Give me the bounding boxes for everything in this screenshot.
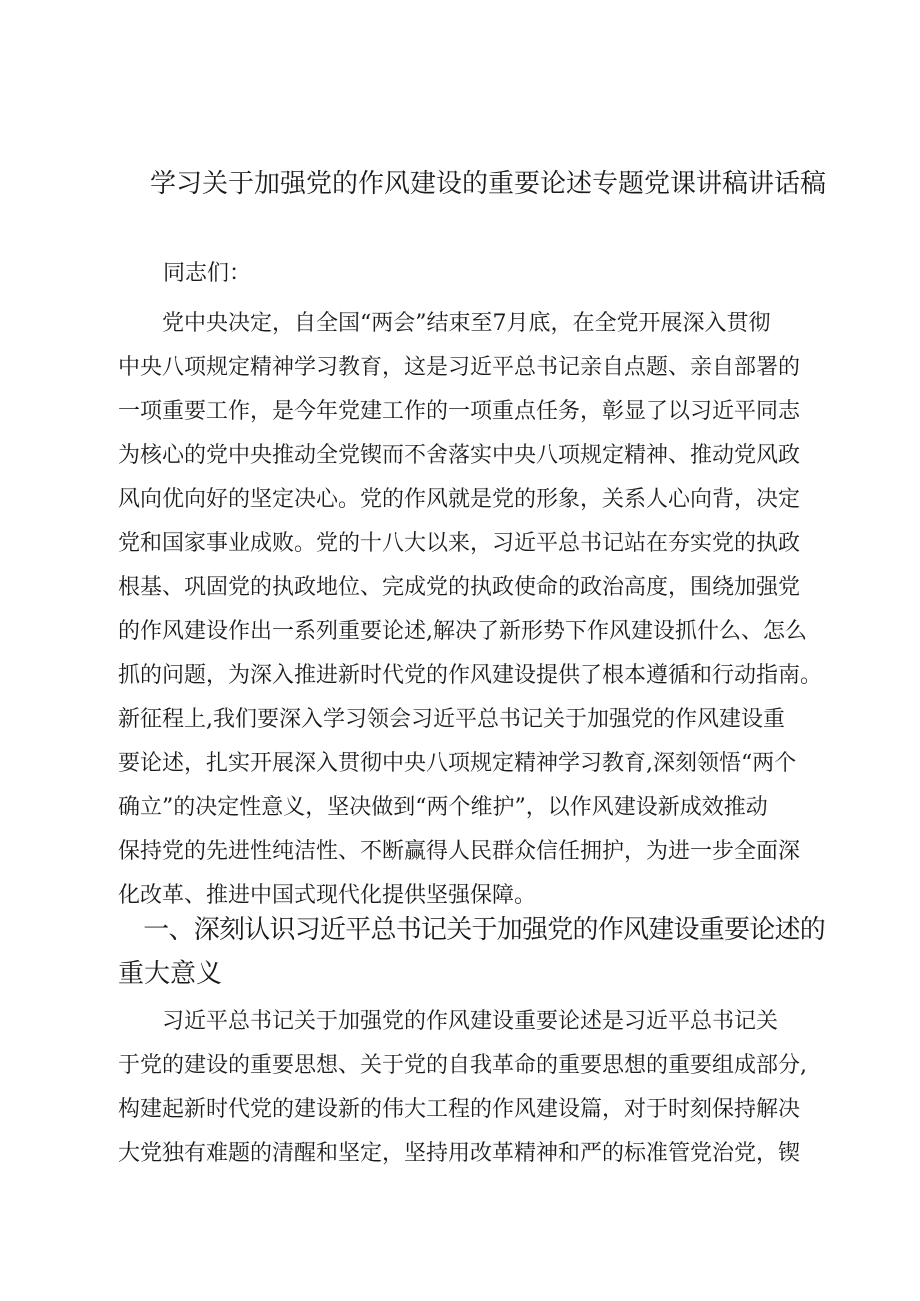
paragraph-line: 新征程上,我们要深入学习领会习近平总书记关于加强党的作风建设重 bbox=[118, 707, 785, 732]
paragraph-line: 风向优向好的坚定决心。党的作风就是党的形象，关系人心向背，决定 bbox=[118, 487, 801, 512]
paragraph-line: 习近平总书记关于加强党的作风建设重要论述是习近平总书记关 bbox=[118, 1009, 779, 1034]
paragraph-line: 一项重要工作，是今年党建工作的一项重点任务，彰显了以习近平同志 bbox=[118, 399, 801, 424]
paragraph-intro bbox=[118, 302, 830, 918]
heading-line: 重大意义 bbox=[118, 959, 223, 989]
paragraph-line: 根基、巩固党的执政地位、完成党的执政使命的政治高度，围绕加强党 bbox=[118, 575, 801, 600]
paragraph-line: 化改革、推进中国式现代化提供坚强保障。 bbox=[118, 883, 537, 908]
paragraph-line: 中央八项规定精神学习教育，这是习近平总书记亲自点题、亲自部署的 bbox=[118, 355, 801, 380]
paragraph-line: 为核心的党中央推动全党锲而不舍落实中央八项规定精神、推动党风政 bbox=[118, 443, 801, 468]
paragraph-section-1 bbox=[118, 1000, 830, 1176]
salutation: 同志们： bbox=[163, 261, 252, 286]
paragraph-line: 党和国家事业成败。党的十八大以来，习近平总书记站在夯实党的执政 bbox=[118, 531, 801, 556]
paragraph-line: 构建起新时代党的建设新的伟大工程的作风建设篇，对于时刻保持解决 bbox=[118, 1097, 801, 1122]
section-heading-1 bbox=[118, 908, 830, 996]
paragraph-line: 要论述，扎实开展深入贯彻中央八项规定精神学习教育,深刻领悟“两个 bbox=[118, 751, 797, 776]
paragraph-line: 于党的建设的重要思想、关于党的自我革命的重要思想的重要组成部分, bbox=[118, 1053, 807, 1078]
paragraph-line: 的作风建设作出一系列重要论述,解决了新形势下作风建设抓什么、怎么 bbox=[118, 619, 807, 644]
paragraph-line: 确立”的决定性意义，坚决做到“两个维护”，以作风建设新成效推动 bbox=[118, 795, 768, 820]
paragraph-line: 保持党的先进性纯洁性、不断赢得人民群众信任拥护，为进一步全面深 bbox=[118, 839, 801, 864]
paragraph-line: 抓的问题，为深入推进新时代党的作风建设提供了根本遵循和行动指南。 bbox=[118, 663, 823, 688]
document-title: 学习关于加强党的作风建设的重要论述专题党课讲稿讲话稿 bbox=[150, 169, 827, 199]
heading-line: 一、深刻认识习近平总书记关于加强党的作风建设重要论述的 bbox=[118, 915, 826, 945]
paragraph-line: 大党独有难题的清醒和坚定，坚持用改革精神和严的标准管党治党，锲 bbox=[118, 1141, 801, 1166]
paragraph-line: 党中央决定，自全国“两会”结束至7月底，在全党开展深入贯彻 bbox=[118, 311, 771, 336]
